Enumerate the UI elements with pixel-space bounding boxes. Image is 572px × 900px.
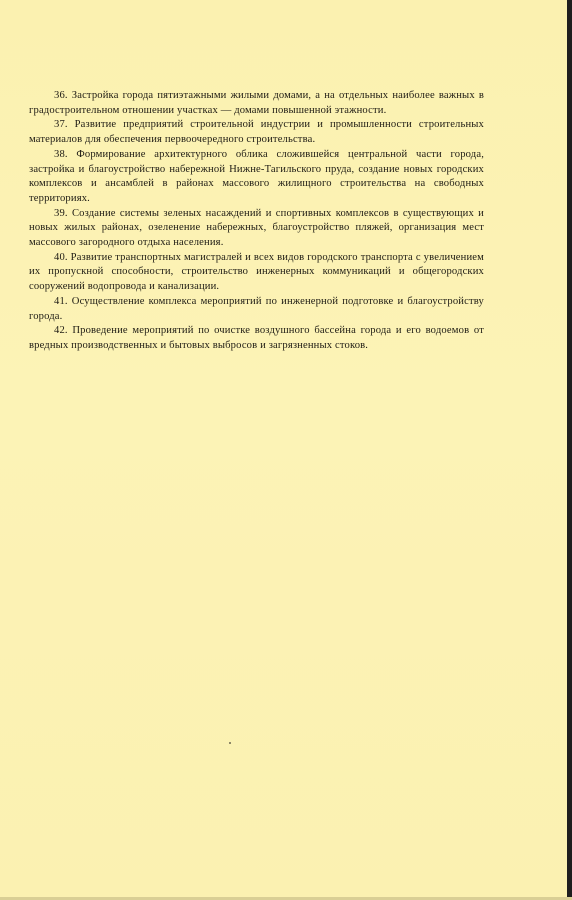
paragraph-41: 41. Осуществление комплекса мероприятий по инженерной подготовке и благоустройству города. — [29, 295, 484, 322]
paragraph-38: 38. Формирование архитектурного облика сложившейся центральной части города, застройка и благоустройство набережной Нижне-Тагильского пруда, создание новых городских комплексов и ансамблей в районах массового жилищного строительства на свободных территориях. — [29, 148, 484, 204]
paragraph-42: 42. Проведение мероприятий по очистке воздушного бассейна города и его водоемов от вредных производственных и бытовых выбросов и загрязненных стоков. — [29, 325, 484, 351]
paragraph-39: 39. Создание системы зеленых насаждений и спортивных комплексов в существующих и новых жилых районах, озеленение набережных, благоустройство пляжей, организация мест массового загородного отдыха населения. — [29, 207, 484, 249]
document-body — [29, 89, 484, 354]
paragraph-36: 36. Застройка города пятиэтажными жилыми домами, а на отдельных наиболее важных в градостроительном отношении участках — домами повышенной этажности. — [29, 90, 484, 116]
paper-speck — [229, 742, 231, 744]
scan-edge-right — [567, 0, 572, 900]
paragraph-40: 40. Развитие транспортных магистралей и всех видов городского транспорта с увеличением их пропускной способности, строительство инженерных коммуникаций и общегородских сооружений водопровода и канализации. — [29, 251, 484, 293]
paragraph-37: 37. Развитие предприятий строительной индустрии и промышленности строительных материалов для обеспечения первоочередного строительства. — [29, 119, 484, 146]
